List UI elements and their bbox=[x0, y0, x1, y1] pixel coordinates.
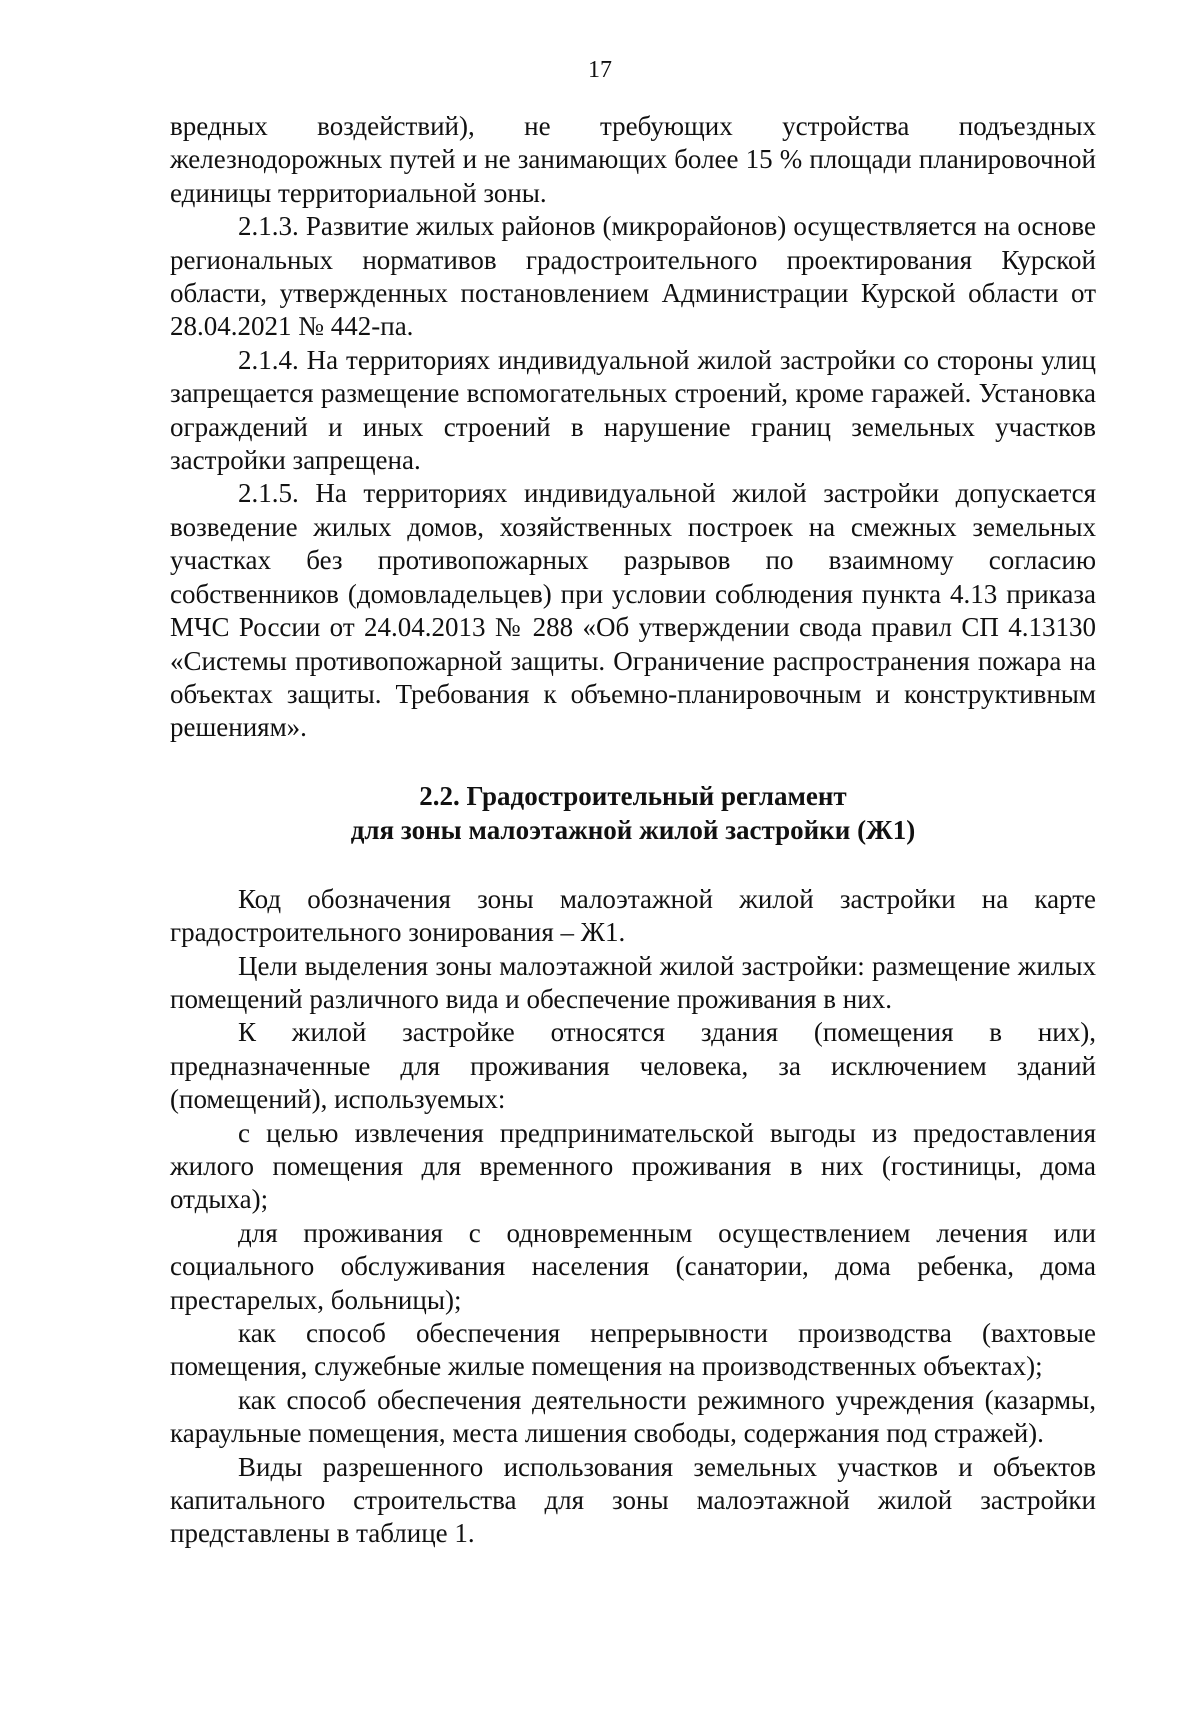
paragraph-zone-goals: Цели выделения зоны малоэтажной жилой застройки: размещение жилых помещений различного вида и обеспечение проживания в них. bbox=[170, 950, 1096, 1014]
paragraph-zone-code: Код обозначения зоны малоэтажной жилой застройки на карте градостроительного зонирования – Ж1. bbox=[170, 883, 1096, 948]
page-number: 17 bbox=[588, 57, 612, 83]
list-item-production: как способ обеспечения непрерывности производства (вахтовые помещения, служебные жилые помещения на производственных объектах); bbox=[170, 1318, 1096, 1382]
paragraph-2-1-4: 2.1.4. На территориях индивидуальной жилой застройки со стороны улиц запрещается размещение вспомогательных строений, кроме гаражей. Установка ограждений и иных строений в нарушение границ земельных участков застройки запрещена. bbox=[170, 344, 1096, 476]
section-heading bbox=[170, 779, 1096, 847]
paragraph-2-1-3: 2.1.3. Развитие жилых районов (микрорайонов) осуществляется на основе региональных нормативов градостроительного проектирования Курской области, утвержденных постановлением Администрации Курской области от 28.04.2021 № 442-па. bbox=[170, 211, 1096, 342]
paragraph-continuation: вредных воздействий), не требующих устройства подъездных железнодорожных путей и не занимающих более 15 % площади планировочной единицы территориальной зоны. bbox=[170, 111, 1096, 208]
list-item-medical: для проживания с одновременным осуществлением лечения или социального обслуживания населения (санатории, дома ребенка, дома престарелых, больницы); bbox=[170, 1217, 1096, 1315]
section-heading-line-1: 2.2. Градостроительный регламент bbox=[419, 780, 847, 811]
section-heading-line-2: для зоны малоэтажной жилой застройки (Ж1) bbox=[350, 814, 916, 845]
list-item-commercial: с целью извлечения предпринимательской выгоды из предоставления жилого помещения для временного проживания в них (гостиницы, дома отдыха); bbox=[170, 1117, 1096, 1215]
paragraph-2-1-5: 2.1.5. На территориях индивидуальной жилой застройки допускается возведение жилых домов, хозяйственных построек на смежных земельных участках без противопожарных разрывов по взаимному согласию собственников (домовладельцев) при условии соблюдения пункта 4.13 приказа МЧС России от 24.04.2013 № 288 «Об утверждении свода правил СП 4.13130 «Системы противопожарной защиты. Ограничение распространения пожара на объектах защиты. Требования к объемно-планировочным и конструктивным решениям». bbox=[170, 478, 1096, 743]
paragraph-permitted-uses: Виды разрешенного использования земельных участков и объектов капитального строительства для зоны малоэтажной жилой застройки представлены в таблице 1. bbox=[170, 1451, 1096, 1549]
document-body bbox=[170, 110, 1096, 1551]
paragraph-residential-definition: К жилой застройке относятся здания (помещения в них), предназначенные для проживания человека, за исключением зданий (помещений), используемых: bbox=[170, 1017, 1096, 1115]
list-item-regime: как способ обеспечения деятельности режимного учреждения (казармы, караульные помещения, места лишения свободы, содержания под стражей). bbox=[170, 1384, 1096, 1449]
